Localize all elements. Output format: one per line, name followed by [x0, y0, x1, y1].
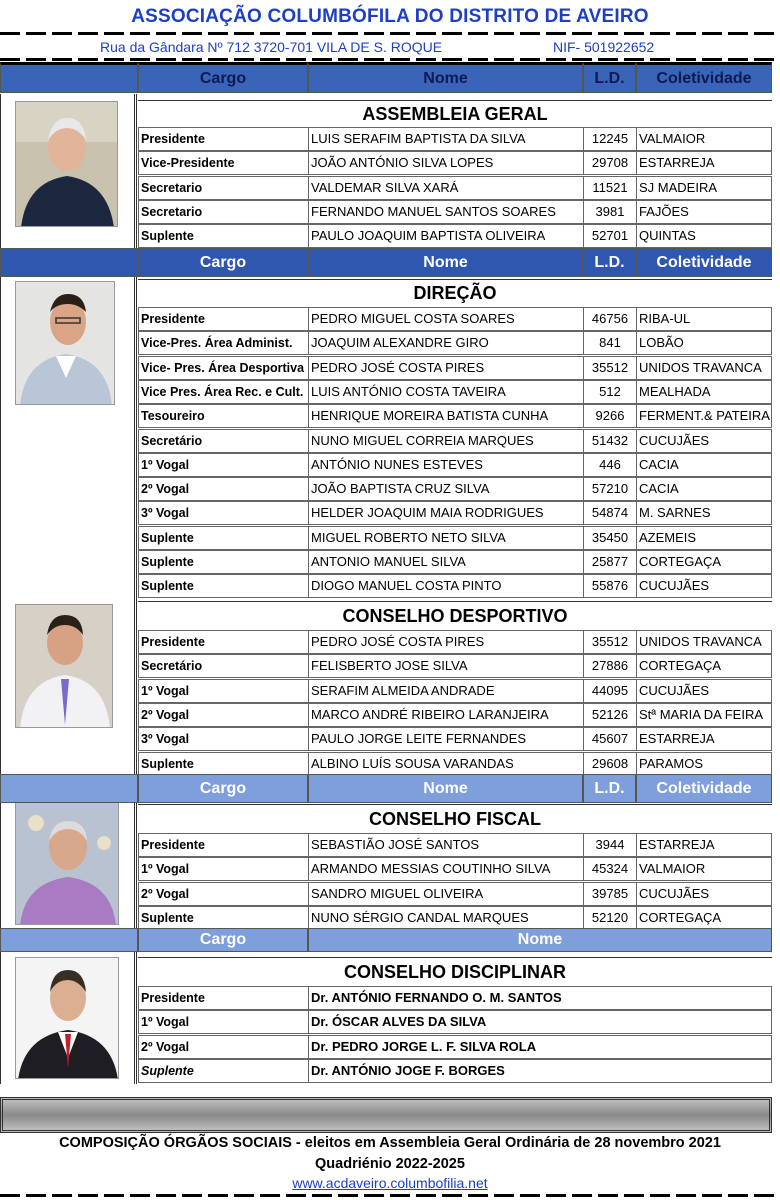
cell-coletividade: CORTEGAÇA	[636, 906, 772, 930]
table-row	[138, 1010, 772, 1034]
cell-nome: PEDRO JOSÉ COSTA PIRES	[308, 630, 583, 654]
footer-band	[0, 1097, 772, 1133]
cell-nome: LUIS SERAFIM BAPTISTA DA SILVA	[308, 127, 583, 151]
cell-ld: 54874	[583, 501, 636, 525]
table-row	[138, 703, 772, 727]
table-row	[138, 176, 772, 200]
cell-nome: Dr. ANTÓNIO FERNANDO O. M. SANTOS	[308, 986, 772, 1010]
cell-coletividade: SJ MADEIRA	[636, 176, 772, 200]
cell-nome: FELISBERTO JOSE SILVA	[308, 654, 583, 678]
cell-coletividade: CUCUJÃES	[636, 429, 772, 453]
header-coletividade: Coletividade	[636, 774, 772, 803]
cell-coletividade: ESTARREJA	[636, 727, 772, 751]
cell-cargo: Presidente	[138, 127, 308, 151]
cell-cargo: 1º Vogal	[138, 857, 308, 881]
table-row	[138, 307, 772, 331]
divider	[0, 1194, 780, 1197]
table-row	[138, 526, 772, 550]
cell-ld: 39785	[583, 882, 636, 906]
photo-presidente-fiscal	[15, 802, 119, 925]
cell-cargo: Suplente	[138, 224, 308, 248]
cell-ld: 57210	[583, 477, 636, 501]
cell-cargo: Suplente	[138, 752, 308, 776]
table-row	[138, 404, 772, 428]
cell-ld: 35450	[583, 526, 636, 550]
header-nome: Nome	[308, 928, 772, 952]
address: Rua da Gândara Nº 712 3720-701 VILA DE S. ROQUE	[100, 39, 443, 55]
table-row	[138, 501, 772, 525]
table-row	[138, 727, 772, 751]
cell-ld: 55876	[583, 574, 636, 598]
cell-coletividade: AZEMEIS	[636, 526, 772, 550]
cell-ld: 52701	[583, 224, 636, 248]
table-row	[138, 857, 772, 881]
cell-nome: JOÃO ANTÓNIO SILVA LOPES	[308, 151, 583, 175]
cell-cargo: 1º Vogal	[138, 1010, 308, 1034]
cell-cargo: Suplente	[138, 526, 308, 550]
header-cargo: Cargo	[138, 248, 308, 277]
header-ld: L.D.	[583, 774, 636, 803]
cell-nome: FERNANDO MANUEL SANTOS SOARES	[308, 200, 583, 224]
cell-ld: 841	[583, 331, 636, 355]
cell-ld: 35512	[583, 356, 636, 380]
table-row	[138, 654, 772, 678]
cell-coletividade: CORTEGAÇA	[636, 550, 772, 574]
divider	[0, 58, 780, 61]
cell-nome: ALBINO LUÍS SOUSA VARANDAS	[308, 752, 583, 776]
cell-ld: 3981	[583, 200, 636, 224]
cell-cargo: 2º Vogal	[138, 703, 308, 727]
cell-ld: 52120	[583, 906, 636, 930]
cell-cargo: Tesoureiro	[138, 404, 308, 428]
header-cargo: Cargo	[138, 62, 308, 93]
cell-nome: HELDER JOAQUIM MAIA RODRIGUES	[308, 501, 583, 525]
cell-nome: NUNO SÉRGIO CANDAL MARQUES	[308, 906, 583, 930]
divider	[0, 32, 780, 35]
cell-ld: 51432	[583, 429, 636, 453]
cell-cargo: Presidente	[138, 986, 308, 1010]
cell-cargo: Presidente	[138, 833, 308, 857]
cell-ld: 12245	[583, 127, 636, 151]
table-row	[138, 200, 772, 224]
cell-nome: SANDRO MIGUEL OLIVEIRA	[308, 882, 583, 906]
cell-coletividade: FAJÕES	[636, 200, 772, 224]
cell-ld: 45324	[583, 857, 636, 881]
cell-nome: PAULO JOAQUIM BAPTISTA OLIVEIRA	[308, 224, 583, 248]
cell-coletividade: CUCUJÃES	[636, 882, 772, 906]
table-header	[0, 62, 772, 93]
cell-ld: 27886	[583, 654, 636, 678]
cell-cargo: Secretário	[138, 429, 308, 453]
cell-ld: 35512	[583, 630, 636, 654]
cell-nome: ARMANDO MESSIAS COUTINHO SILVA	[308, 857, 583, 881]
cell-ld: 512	[583, 380, 636, 404]
cell-ld: 11521	[583, 176, 636, 200]
table-row	[138, 574, 772, 598]
cell-nome: PEDRO JOSÉ COSTA PIRES	[308, 356, 583, 380]
cell-cargo: Vice-Presidente	[138, 151, 308, 175]
section-title-desportivo: CONSELHO DESPORTIVO	[138, 601, 772, 629]
cell-coletividade: PARAMOS	[636, 752, 772, 776]
cell-coletividade: CACIA	[636, 477, 772, 501]
photo-presidente-assembleia	[15, 101, 118, 227]
website-link[interactable]: www.acdaveiro.columbofilia.net	[292, 1175, 488, 1191]
header-nome: Nome	[308, 62, 583, 93]
cell-cargo: Secretario	[138, 200, 308, 224]
cell-coletividade: RIBA-UL	[636, 307, 772, 331]
cell-cargo: Suplente	[138, 906, 308, 930]
cell-ld: 446	[583, 453, 636, 477]
table-row	[138, 630, 772, 654]
cell-ld: 25877	[583, 550, 636, 574]
cell-nome: SEBASTIÃO JOSÉ SANTOS	[308, 833, 583, 857]
cell-coletividade: MEALHADA	[636, 380, 772, 404]
cell-ld: 44095	[583, 679, 636, 703]
header-blank	[0, 248, 138, 277]
cell-cargo: 3º Vogal	[138, 727, 308, 751]
table-row	[138, 127, 772, 151]
cell-nome: HENRIQUE MOREIRA BATISTA CUNHA	[308, 404, 583, 428]
table-row	[138, 986, 772, 1010]
header-coletividade: Coletividade	[636, 62, 772, 93]
header-nome: Nome	[308, 248, 583, 277]
cell-cargo: 2º Vogal	[138, 882, 308, 906]
cell-cargo: Presidente	[138, 307, 308, 331]
cell-nome: PAULO JORGE LEITE FERNANDES	[308, 727, 583, 751]
cell-nome: JOÃO BAPTISTA CRUZ SILVA	[308, 477, 583, 501]
section-title-disciplinar: CONSELHO DISCIPLINAR	[138, 957, 772, 985]
cell-nome: SERAFIM ALMEIDA ANDRADE	[308, 679, 583, 703]
cell-cargo: Suplente	[138, 550, 308, 574]
cell-nome: ANTONIO MANUEL SILVA	[308, 550, 583, 574]
table-row	[138, 550, 772, 574]
photo-presidente-disciplinar	[15, 957, 119, 1079]
cell-coletividade: FERMENT.& PATEIRA	[636, 404, 772, 428]
table-row	[138, 151, 772, 175]
table-row	[138, 882, 772, 906]
cell-nome: JOAQUIM ALEXANDRE GIRO	[308, 331, 583, 355]
cell-coletividade: CORTEGAÇA	[636, 654, 772, 678]
table-row	[138, 477, 772, 501]
cell-cargo: 2º Vogal	[138, 1035, 308, 1059]
cell-ld: 45607	[583, 727, 636, 751]
cell-nome: MIGUEL ROBERTO NETO SILVA	[308, 526, 583, 550]
header-cargo: Cargo	[138, 928, 308, 952]
cell-ld: 29708	[583, 151, 636, 175]
cell-coletividade: VALMAIOR	[636, 857, 772, 881]
table-row	[138, 833, 772, 857]
cell-coletividade: LOBÃO	[636, 331, 772, 355]
header-coletividade: Coletividade	[636, 248, 772, 277]
cell-coletividade: UNIDOS TRAVANCA	[636, 630, 772, 654]
table-row	[138, 380, 772, 404]
table-header	[0, 774, 772, 803]
nif: NIF- 501922652	[553, 39, 655, 55]
cell-nome: DIOGO MANUEL COSTA PINTO	[308, 574, 583, 598]
photo-presidente-desportivo	[15, 604, 113, 728]
header-blank	[0, 774, 138, 803]
cell-nome: ANTÓNIO NUNES ESTEVES	[308, 453, 583, 477]
table-row	[138, 679, 772, 703]
cell-cargo: Secretário	[138, 654, 308, 678]
cell-coletividade: ESTARREJA	[636, 833, 772, 857]
table-row	[138, 752, 772, 776]
cell-cargo: 1º Vogal	[138, 679, 308, 703]
section-title-direcao: DIREÇÃO	[138, 279, 772, 306]
table-row	[138, 429, 772, 453]
cell-cargo: Suplente	[138, 574, 308, 598]
header-ld: L.D.	[583, 62, 636, 93]
cell-cargo: Suplente	[138, 1059, 308, 1083]
cell-ld: 29608	[583, 752, 636, 776]
table-row	[138, 356, 772, 380]
cell-ld: 52126	[583, 703, 636, 727]
cell-nome: NUNO MIGUEL CORREIA MARQUES	[308, 429, 583, 453]
cell-cargo: Secretario	[138, 176, 308, 200]
cell-nome: MARCO ANDRÉ RIBEIRO LARANJEIRA	[308, 703, 583, 727]
header-ld: L.D.	[583, 248, 636, 277]
table-header	[0, 928, 772, 952]
page-title: ASSOCIAÇÃO COLUMBÓFILA DO DISTRITO DE AVEIRO	[131, 6, 649, 27]
section-title-assembleia: ASSEMBLEIA GERAL	[138, 100, 772, 126]
cell-nome: Dr. ÓSCAR ALVES DA SILVA	[308, 1010, 772, 1034]
table-header	[0, 248, 772, 277]
table-row	[138, 224, 772, 248]
table-row	[138, 1059, 772, 1083]
table-row	[138, 331, 772, 355]
cell-cargo: Presidente	[138, 630, 308, 654]
cell-ld: 9266	[583, 404, 636, 428]
header-blank	[0, 928, 138, 952]
header-blank	[0, 62, 138, 93]
cell-coletividade: CACIA	[636, 453, 772, 477]
footer-composition: COMPOSIÇÃO ÓRGÃOS SOCIAIS - eleitos em Assembleia Geral Ordinária de 28 novembro 2021	[59, 1135, 721, 1151]
cell-coletividade: M. SARNES	[636, 501, 772, 525]
cell-ld: 3944	[583, 833, 636, 857]
cell-ld: 46756	[583, 307, 636, 331]
cell-coletividade: QUINTAS	[636, 224, 772, 248]
photo-presidente-direcao	[15, 281, 115, 405]
cell-nome: Dr. ANTÓNIO JOGE F. BORGES	[308, 1059, 772, 1083]
table-row	[138, 1035, 772, 1059]
cell-cargo: 3º Vogal	[138, 501, 308, 525]
cell-cargo: Vice- Pres. Área Desportiva	[138, 356, 308, 380]
table-row	[138, 906, 772, 930]
footer-quadrennium: Quadriénio 2022-2025	[315, 1156, 465, 1172]
header-nome: Nome	[308, 774, 583, 803]
section-title-fiscal: CONSELHO FISCAL	[138, 804, 772, 832]
cell-cargo: 1º Vogal	[138, 453, 308, 477]
cell-coletividade: UNIDOS TRAVANCA	[636, 356, 772, 380]
cell-cargo: 2º Vogal	[138, 477, 308, 501]
header-cargo: Cargo	[138, 774, 308, 803]
cell-coletividade: Stª MARIA DA FEIRA	[636, 703, 772, 727]
cell-coletividade: CUCUJÃES	[636, 679, 772, 703]
table-row	[138, 453, 772, 477]
cell-cargo: Vice-Pres. Área Administ.	[138, 331, 308, 355]
cell-nome: PEDRO MIGUEL COSTA SOARES	[308, 307, 583, 331]
cell-coletividade: CUCUJÃES	[636, 574, 772, 598]
cell-coletividade: ESTARREJA	[636, 151, 772, 175]
cell-nome: LUIS ANTÓNIO COSTA TAVEIRA	[308, 380, 583, 404]
cell-nome: VALDEMAR SILVA XARÁ	[308, 176, 583, 200]
cell-nome: Dr. PEDRO JORGE L. F. SILVA ROLA	[308, 1035, 772, 1059]
cell-cargo: Vice Pres. Área Rec. e Cult.	[138, 380, 308, 404]
cell-coletividade: VALMAIOR	[636, 127, 772, 151]
